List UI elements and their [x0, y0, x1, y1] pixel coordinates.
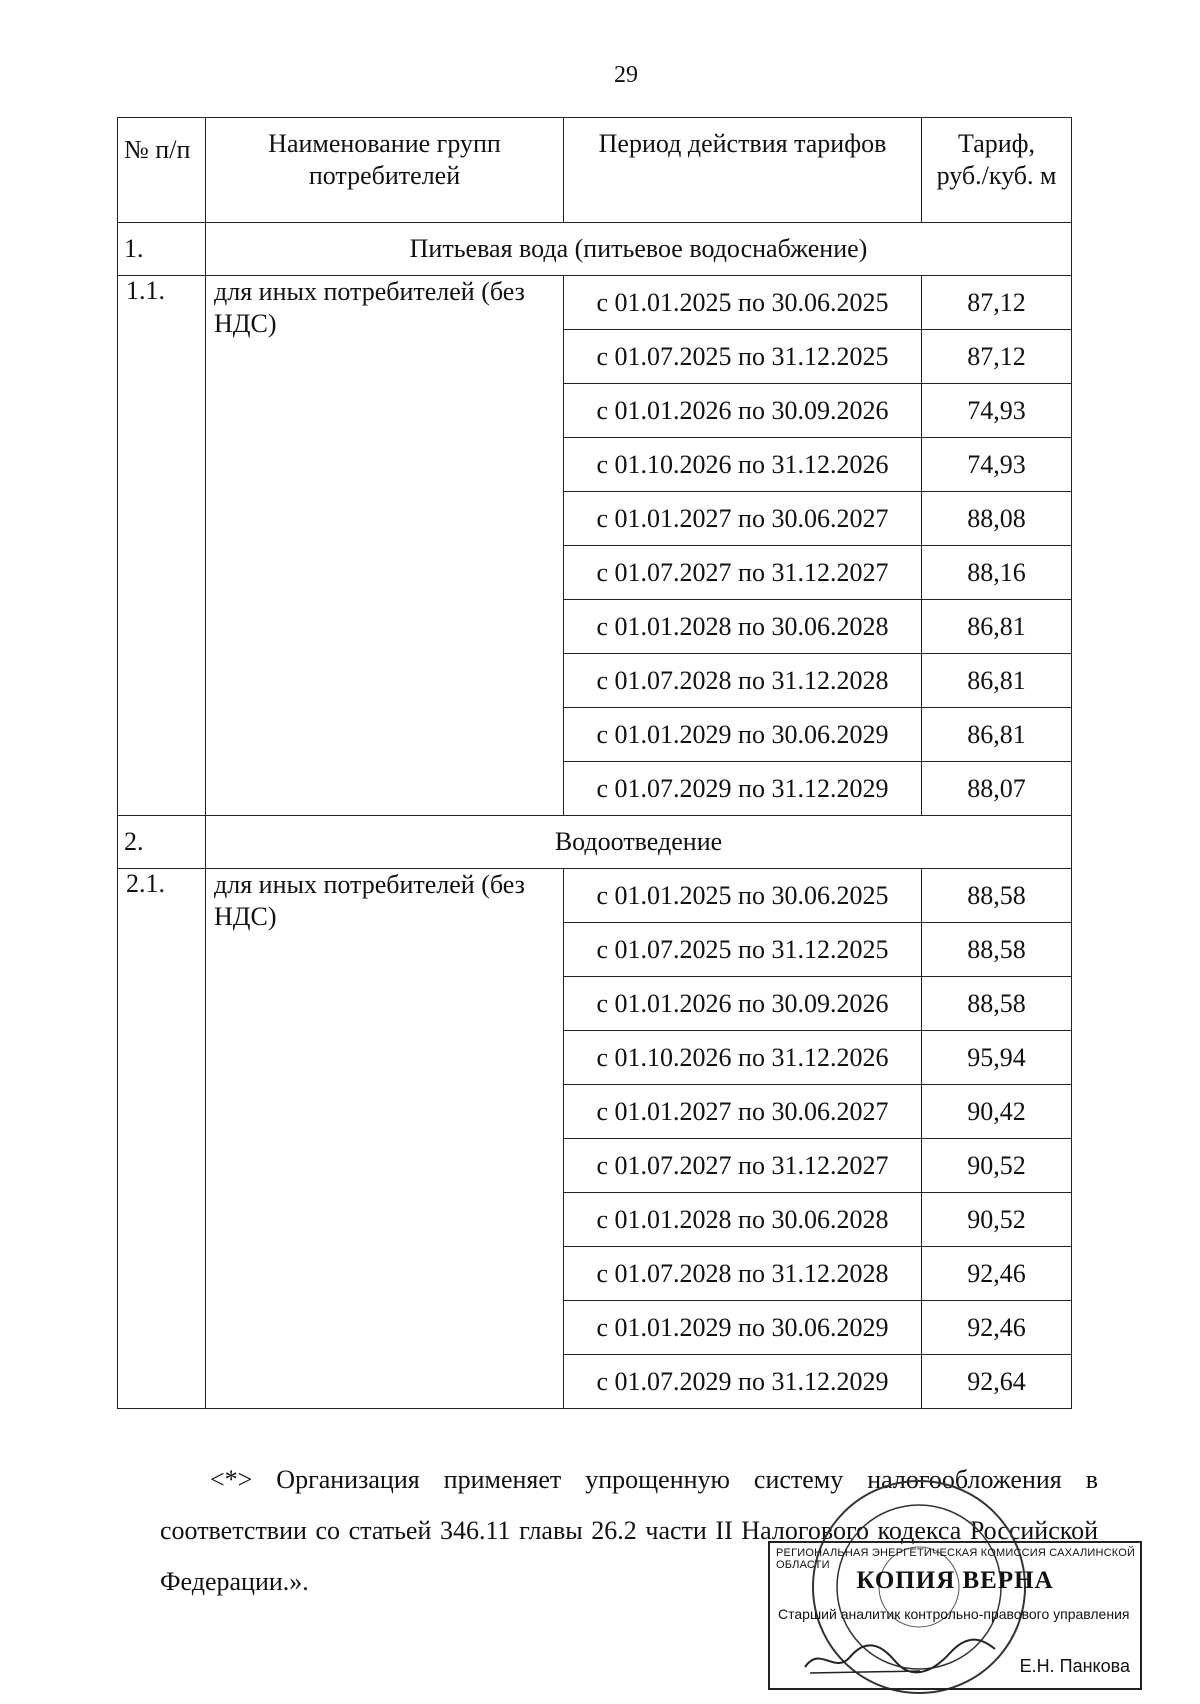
- tariff-value: 88,58: [922, 977, 1072, 1031]
- tariff-value: 88,58: [922, 923, 1072, 977]
- tariff-period: с 01.07.2025 по 31.12.2025: [564, 330, 922, 384]
- tariff-period: с 01.01.2026 по 30.09.2026: [564, 384, 922, 438]
- tariff-period: с 01.07.2027 по 31.12.2027: [564, 1139, 922, 1193]
- consumer-group: для иных потребителей (без НДС): [206, 276, 564, 816]
- tariff-value: 87,12: [922, 330, 1072, 384]
- signature-icon: [800, 1635, 1000, 1679]
- tariff-value: 86,81: [922, 708, 1072, 762]
- tariff-value: 92,46: [922, 1301, 1072, 1355]
- tariff-value: 88,58: [922, 869, 1072, 923]
- consumer-group: для иных потребителей (без НДС): [206, 869, 564, 1409]
- footnote: <*> Организация применяет упрощенную систему налогообложения в соответствии со статьей 346.11 главы 26.2 части II Налогового кодекса Российской Федерации.».: [160, 1465, 1098, 1596]
- header-group: Наименование групп потребителей: [206, 118, 564, 223]
- section-row-drainage: [118, 816, 1072, 869]
- tariff-value: 74,93: [922, 384, 1072, 438]
- header-num: № п/п: [118, 118, 206, 223]
- tariff-value: 92,46: [922, 1247, 1072, 1301]
- tariff-period: с 01.07.2025 по 31.12.2025: [564, 923, 922, 977]
- tariff-period: с 01.07.2028 по 31.12.2028: [564, 654, 922, 708]
- table-row: [118, 276, 1072, 330]
- certified-copy-stamp: [768, 1541, 1142, 1690]
- tariff-period: с 01.07.2027 по 31.12.2027: [564, 546, 922, 600]
- stamp-heading: КОПИЯ ВЕРНА: [856, 1567, 1054, 1594]
- tariff-period: с 01.01.2026 по 30.09.2026: [564, 977, 922, 1031]
- table-header-row: [118, 118, 1072, 223]
- tariff-value: 88,07: [922, 762, 1072, 816]
- tariff-value: 87,12: [922, 276, 1072, 330]
- section-number: 2.: [118, 816, 206, 869]
- stamp-position: Старший аналитик контрольно-правового управления: [778, 1606, 1130, 1622]
- tariff-value: 90,42: [922, 1085, 1072, 1139]
- table-row: [118, 869, 1072, 923]
- stamp-name: Е.Н. Панкова: [1019, 1656, 1130, 1676]
- tariff-value: 86,81: [922, 654, 1072, 708]
- tariff-value: 74,93: [922, 438, 1072, 492]
- tariff-period: с 01.07.2028 по 31.12.2028: [564, 1247, 922, 1301]
- tariff-value: 92,64: [922, 1355, 1072, 1409]
- stamp-organization: РЕГИОНАЛЬНАЯ ЭНЕРГЕТИЧЕСКАЯ КОМИССИЯ САХАЛИНСКОЙ ОБЛАСТИ: [776, 1547, 1136, 1571]
- tariff-period: с 01.01.2027 по 30.06.2027: [564, 1085, 922, 1139]
- tariff-period: с 01.10.2026 по 31.12.2026: [564, 1031, 922, 1085]
- tariff-value: 88,08: [922, 492, 1072, 546]
- header-period: Период действия тарифов: [564, 118, 922, 223]
- tariff-table: [117, 117, 1072, 1409]
- tariff-period: с 01.07.2029 по 31.12.2029: [564, 762, 922, 816]
- section-title: Водоотведение: [206, 816, 1072, 869]
- tariff-period: с 01.07.2029 по 31.12.2029: [564, 1355, 922, 1409]
- tariff-period: с 01.01.2027 по 30.06.2027: [564, 492, 922, 546]
- tariff-value: 86,81: [922, 600, 1072, 654]
- tariff-period: с 01.01.2025 по 30.06.2025: [564, 869, 922, 923]
- tariff-period: с 01.01.2028 по 30.06.2028: [564, 1193, 922, 1247]
- tariff-period: с 01.01.2029 по 30.06.2029: [564, 1301, 922, 1355]
- tariff-value: 90,52: [922, 1193, 1072, 1247]
- tariff-period: с 01.01.2025 по 30.06.2025: [564, 276, 922, 330]
- subsection-number: 1.1.: [118, 276, 206, 816]
- tariff-value: 95,94: [922, 1031, 1072, 1085]
- tariff-value: 88,16: [922, 546, 1072, 600]
- section-row-water: [118, 223, 1072, 276]
- section-title: Питьевая вода (питьевое водоснабжение): [206, 223, 1072, 276]
- subsection-number: 2.1.: [118, 869, 206, 1409]
- section-number: 1.: [118, 223, 206, 276]
- header-tariff: Тариф, руб./куб. м: [922, 118, 1072, 223]
- page-number: 29: [614, 62, 638, 88]
- tariff-period: с 01.01.2029 по 30.06.2029: [564, 708, 922, 762]
- tariff-period: с 01.10.2026 по 31.12.2026: [564, 438, 922, 492]
- tariff-period: с 01.01.2028 по 30.06.2028: [564, 600, 922, 654]
- tariff-value: 90,52: [922, 1139, 1072, 1193]
